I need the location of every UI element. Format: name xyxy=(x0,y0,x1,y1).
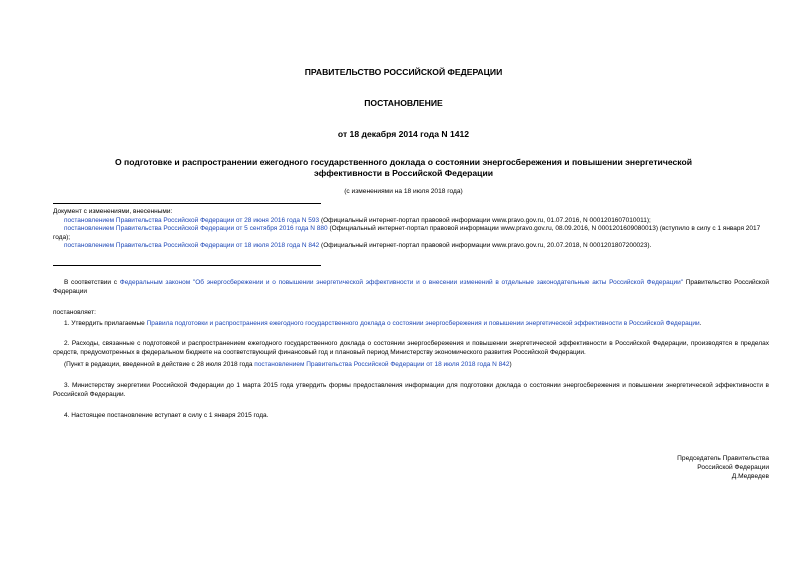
point-2-note-prefix: (Пункт в редакции, введенной в действие с 28 июля 2018 года xyxy=(64,361,255,368)
change-item-2 xyxy=(53,225,769,242)
change-rest-3: (Официальный интернет-портал правовой информации www.pravo.gov.ru, 20.07.2018, N 0001201807200023). xyxy=(319,242,652,250)
date-number-heading: от 18 декабря 2014 года N 1412 xyxy=(337,129,470,139)
point-2-note-link[interactable]: постановлением Правительства Российской Федерации от 18 июля 2018 года N 842 xyxy=(254,361,510,368)
signature-country: Российской Федерации xyxy=(697,464,769,471)
rules-link[interactable]: Правила подготовки и распространения ежегодного государственного доклада о состоянии энергосбережения и повышении энергетической эффективности в Российской Федерации xyxy=(146,320,700,327)
preamble xyxy=(53,279,769,296)
point-2-note-suffix: ) xyxy=(509,361,512,368)
point-3: 3. Министерству энергетики Российской Федерации до 1 марта 2015 года утвердить формы предоставления информации для подготовки доклада о состоянии энергосбережения и повышении энергетической эффективности в Российской Федерации. xyxy=(53,382,769,398)
federal-law-link[interactable]: Федеральным законом "Об энергосбережении и о повышении энергетической эффективности и о внесении изменений в отдельные законодательные акты Российской Федерации" xyxy=(119,279,684,286)
point-1 xyxy=(53,320,769,329)
change-link-3[interactable]: постановлением Правительства Российской Федерации от 18 июля 2018 года N 842 xyxy=(64,242,320,250)
point-4: 4. Настоящее постановление вступает в силу с 1 января 2015 года. xyxy=(64,412,269,419)
doc-type-heading: ПОСТАНОВЛЕНИЕ xyxy=(364,98,443,108)
change-item-1 xyxy=(53,217,769,226)
change-item-3 xyxy=(53,242,769,251)
signature-block xyxy=(560,454,769,481)
document-title: О подготовке и распространении ежегодного государственного доклада о состоянии энергосбережения и повышении энергетической эффективности в Российской Федерации xyxy=(114,157,692,178)
signature-position: Председатель Правительства xyxy=(677,455,769,462)
change-rest-2: (Официальный интернет-портал правовой информации www.pravo.gov.ru, 08.09.2016, N 0001201609080013) (вступило в силу с 1 января 2017 года); xyxy=(53,225,761,241)
changes-bottom-rule xyxy=(53,265,321,266)
changes-top-rule xyxy=(53,203,321,204)
changes-intro: Документ с изменениями, внесенными: xyxy=(53,208,173,215)
point-1-prefix: 1. Утвердить прилагаемые xyxy=(64,320,147,327)
government-heading: ПРАВИТЕЛЬСТВО РОССИЙСКОЙ ФЕДЕРАЦИИ xyxy=(304,67,503,77)
point-2: 2. Расходы, связанные с подготовкой и распространением ежегодного государственного доклада о состоянии энергосбережения и повышении энергетической эффективности в Российской Федерации, производятся в пределах средств, предусмотренных в федеральном бюджете на соответствующий финансовый год и плановый период Министерству экономического развития Российской Федерации. xyxy=(53,340,769,356)
point-1-suffix: . xyxy=(699,320,702,327)
changes-note: (с изменениями на 18 июля 2018 года) xyxy=(344,188,463,195)
signature-name: Д.Медведев xyxy=(731,473,769,480)
change-link-2[interactable]: постановлением Правительства Российской Федерации от 5 сентября 2016 года N 880 xyxy=(64,225,328,233)
preamble-suffix: Правительство Российской Федерации xyxy=(53,279,769,295)
change-link-1[interactable]: постановлением Правительства Российской Федерации от 28 июня 2016 года N 593 xyxy=(64,216,320,224)
decrees-word: постановляет: xyxy=(53,309,96,316)
change-rest-1: (Официальный интернет-портал правовой информации www.pravo.gov.ru, 01.07.2016, N 0001201607010011); xyxy=(319,216,651,224)
point-2-note xyxy=(53,361,769,370)
preamble-prefix: В соответствии с xyxy=(64,279,120,286)
changes-block xyxy=(53,208,769,251)
